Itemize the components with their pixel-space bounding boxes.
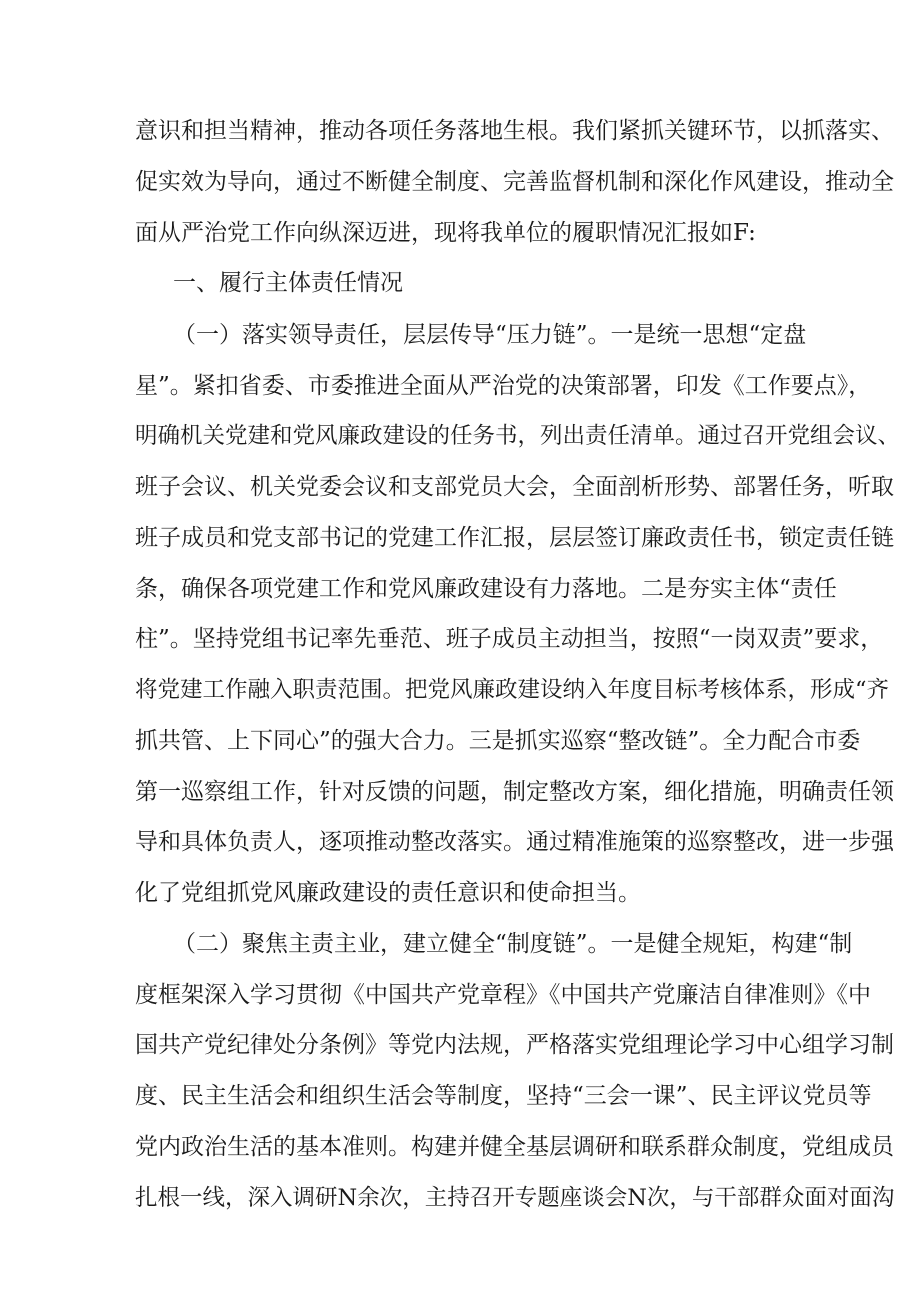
text-line: 意识和担当精神，推动各项任务落地生根。我们紧抓关键环节，以抓落实、 xyxy=(135,118,894,144)
text-line: 促实效为导向，通过不断健全制度、完善监督机制和深化作风建设，推动全 xyxy=(135,169,894,195)
text-line: 班子成员和党支部书记的党建工作汇报，层层签订廉政责任书，锁定责任链 xyxy=(135,525,894,551)
text-line: 国共产党纪律处分条例》等党内法规，严格落实党组理论学习中心组学习制 xyxy=(135,1032,894,1058)
text-line: 星”。紧扣省委、市委推进全面从严治党的决策部署，印发《工作要点》， xyxy=(135,373,872,399)
text-line: 党内政治生活的基本准则。构建并健全基层调研和联系群众制度，党组成员 xyxy=(135,1134,894,1160)
text-line: 导和具体负责人，逐项推动整改落实。通过精准施策的巡察整改，进一步强 xyxy=(135,829,894,855)
text-line: 柱”。坚持党组书记率先垂范、班子成员主动担当，按照“一岗双责”要求， xyxy=(135,626,884,652)
text-line: 将党建工作融入职责范围。把党风廉政建设纳入年度目标考核体系，形成“齐 xyxy=(135,677,890,703)
text-line: 条，确保各项党建工作和党风廉政建设有力落地。二是夯实主体“责任 xyxy=(135,576,837,602)
text-line: 化了党组抓党风廉政建设的责任意识和使命担当。 xyxy=(135,880,641,906)
text-line: 度、民主生活会和组织生活会等制度，坚持“三会一课”、民主评议党员等 xyxy=(135,1083,872,1109)
text-line: 班子会议、机关党委会议和支部党员大会，全面剖析形势、部署任务，听取 xyxy=(135,474,894,500)
text-line: （一）落实领导责任，层层传导“压力链”。一是统一思想“定盘 xyxy=(173,322,807,348)
text-line: 扎根一线，深入调研N余次，主持召开专题座谈会N次，与干部群众面对面沟 xyxy=(135,1185,895,1211)
text-line: 抓共管、上下同心”的强大合力。三是抓实巡察“整改链”。全力配合市委 xyxy=(135,728,861,754)
text-line: 明确机关党建和党风廉政建设的任务书，列出责任清单。通过召开党组会议、 xyxy=(135,423,901,449)
text-line: 度框架深入学习贯彻《中国共产党章程》《中国共产党廉洁自律准则》《中 xyxy=(135,982,871,1008)
text-line: （二）聚焦主责主业，建立健全“制度链”。一是健全规矩，构建“制 xyxy=(173,931,853,957)
text-line: 面从严治党工作向纵深迈进，现将我单位的履职情况汇报如F: xyxy=(135,220,756,246)
section-heading: 一、履行主体责任情况 xyxy=(173,270,403,296)
text-line: 第一巡察组工作，针对反馈的问题，制定整改方案，细化措施，明确责任领 xyxy=(135,779,894,805)
